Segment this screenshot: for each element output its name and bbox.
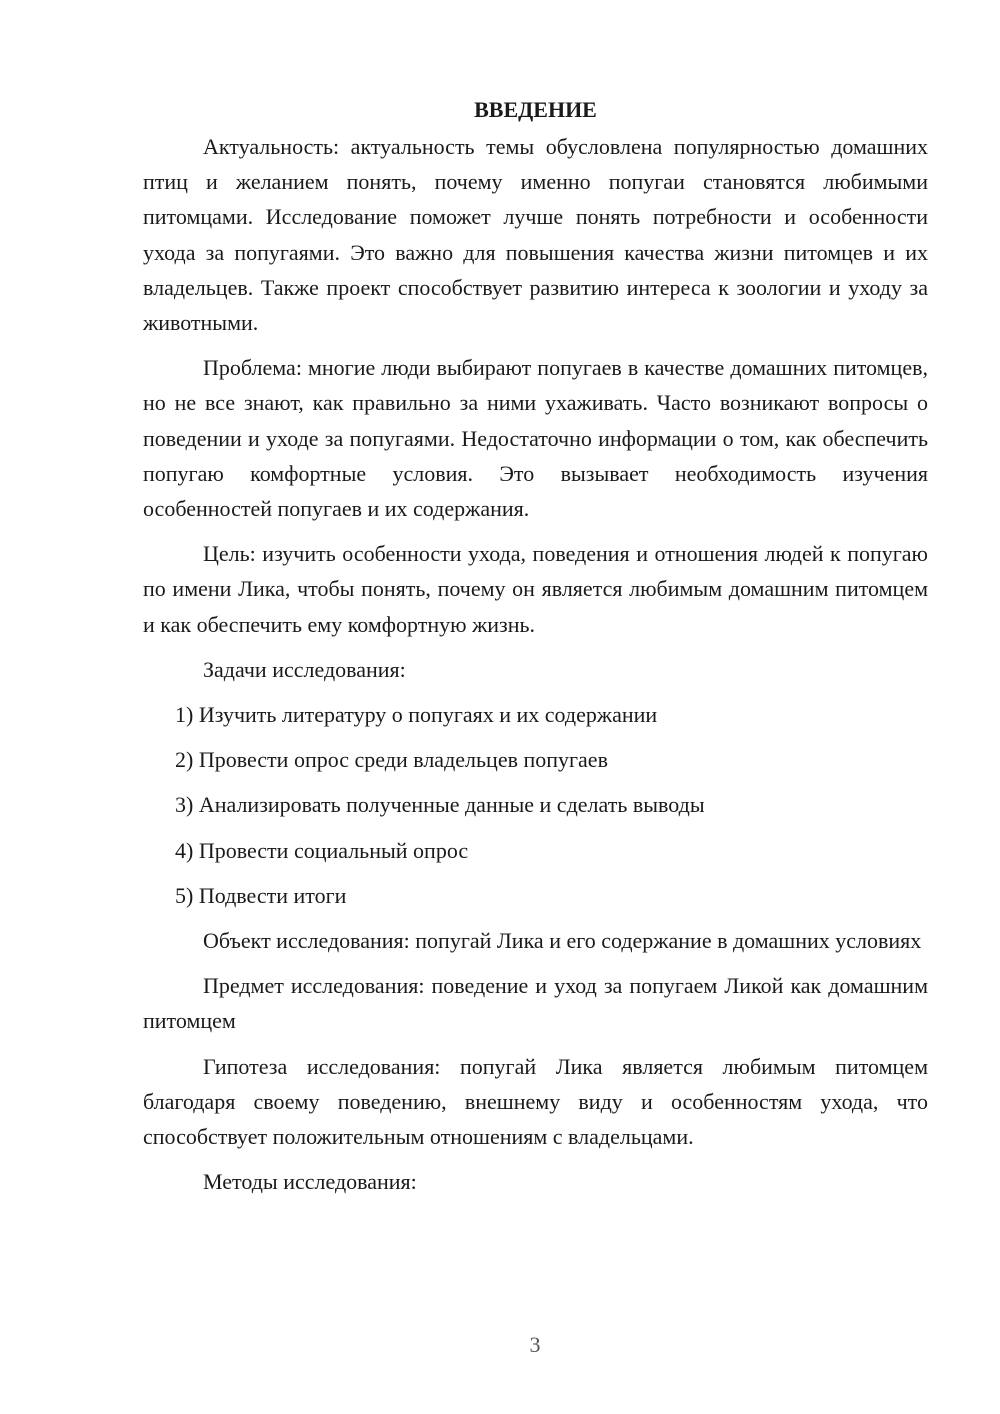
relevance-paragraph: Актуальность: актуальность темы обусловлена популярностью домашних птиц и желанием понять, почему именно попугаи становятся любимыми питомцами. Исследование поможет лучше понять потребности и особенности ухода за попугаями. Это важно для повышения качества жизни питомцев и их владельцев. Также проект способствует развитию интереса к зоологии и уходу за животными. [143,134,928,336]
page-title: ВВЕДЕНИЕ [474,97,597,122]
problem-paragraph: Проблема: многие люди выбирают попугаев в качестве домашних питомцев, но не все знают, как правильно за ними ухаживать. Часто возникают вопросы о поведении и уходе за попугаями. Недостаточно информации о том, как обеспечить попугаю комфортные условия. Это вызывает необходимость изучения особенностей попугаев и их содержания. [143,355,928,522]
task-item: 3) Анализировать полученные данные и сделать выводы [175,792,705,818]
hypothesis-paragraph: Гипотеза исследования: попугай Лика является любимым питомцем благодаря своему поведению, внешнему виду и особенностям ухода, что способствует положительным отношениям с владельцами. [143,1053,928,1150]
object-paragraph: Объект исследования: попугай Лика и его содержание в домашних условиях [203,928,922,954]
task-item: 4) Провести социальный опрос [175,837,469,863]
page-number: 3 [529,1332,541,1357]
tasks-heading: Задачи исследования: [203,656,406,682]
goal-paragraph: Цель: изучить особенности ухода, поведения и отношения людей к попугаю по имени Лика, чтобы понять, почему он является любимым домашним питомцем и как обеспечить ему комфортную жизнь. [143,541,928,637]
task-item: 5) Подвести итоги [175,882,347,908]
tasks-list [143,697,928,913]
subject-paragraph: Предмет исследования: поведение и уход за попугаем Ликой как домашним питомцем [143,973,928,1034]
task-item: 1) Изучить литературу о попугаях и их содержании [175,702,658,728]
task-item: 2) Провести опрос среди владельцев попугаев [175,747,608,773]
methods-heading: Методы исследования: [203,1169,417,1195]
document-page [143,92,928,1209]
